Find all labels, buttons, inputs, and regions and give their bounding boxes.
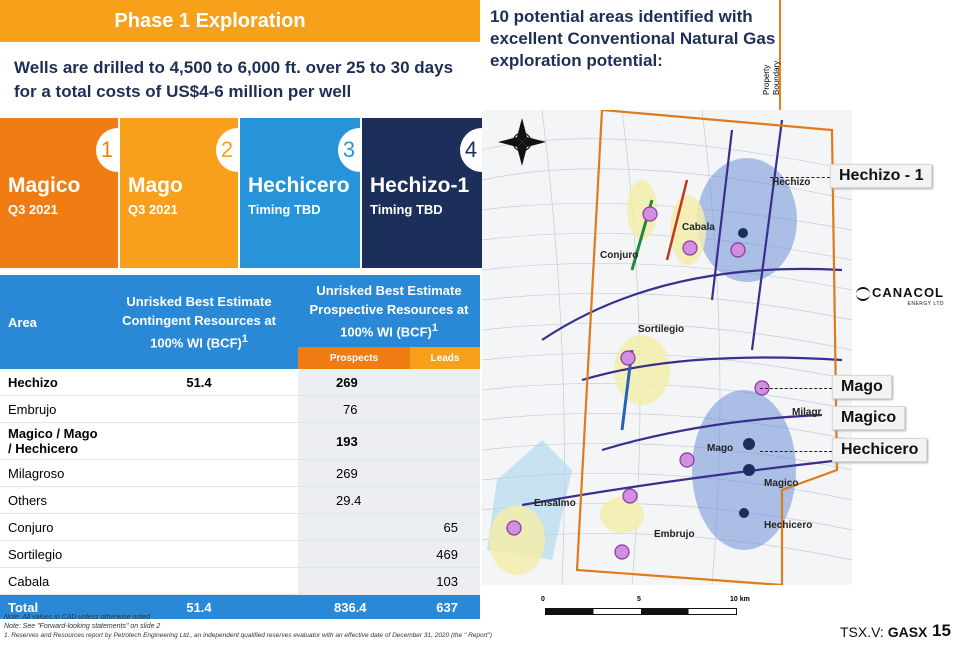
footnotes [4, 613, 492, 640]
ticker-prefix: TSX.V: [840, 624, 888, 640]
total-prospects: 836.4 [298, 595, 410, 620]
contingent-footnote: 1 [241, 333, 248, 345]
well-hechizo-1 [738, 228, 748, 238]
tile-timing: Q3 2021 [8, 202, 58, 217]
row-area: Hechizo [0, 369, 100, 396]
row-leads [410, 487, 480, 514]
prospect-marker [507, 521, 521, 535]
table-header-row [0, 275, 480, 347]
prospect-marker [731, 243, 745, 257]
map-label-milagr: Milagr [792, 407, 822, 418]
phase-banner [0, 0, 480, 42]
table-row [0, 460, 480, 487]
well-hechicero [739, 508, 749, 518]
table-row [0, 487, 480, 514]
tile-name: Hechicero [248, 174, 350, 197]
row-prospects [298, 541, 410, 568]
tile-timing: Q3 2021 [128, 202, 178, 217]
row-area: Milagroso [0, 460, 100, 487]
map-label-magico: Magico [764, 478, 799, 489]
map-label-mago: Mago [707, 443, 734, 454]
prospective-footnote: 1 [431, 322, 438, 334]
contingent-header-text: Unrisked Best Estimate Contingent Resources at 100% WI (BCF) [122, 294, 276, 351]
callout-magico: Magico [832, 406, 905, 430]
ticker-code: GASX [887, 624, 928, 640]
tile-number: 2 [216, 128, 238, 172]
row-contingent: 51.4 [100, 369, 298, 396]
table-row [0, 514, 480, 541]
row-contingent [100, 423, 298, 460]
tile-hechizo-1 [362, 118, 482, 268]
property-boundary-label: Property Boundary [762, 60, 781, 95]
table-row [0, 369, 480, 396]
area-header: Area [8, 314, 37, 330]
row-leads: 103 [410, 568, 480, 595]
row-contingent [100, 396, 298, 423]
row-area: Conjuro [0, 514, 100, 541]
row-area: Magico / Mago / Hechicero [0, 423, 100, 460]
scale-tick: 10 km [730, 596, 750, 603]
map-label-sortilegio: Sortilegio [638, 324, 685, 335]
row-area: Cabala [0, 568, 100, 595]
page-number: 15 [932, 621, 951, 640]
tile-name: Mago [128, 174, 183, 197]
tile-number: 4 [460, 128, 482, 172]
logo-text: CANACOL [872, 285, 944, 300]
row-area: Others [0, 487, 100, 514]
row-contingent [100, 487, 298, 514]
row-prospects [298, 568, 410, 595]
tile-mago [120, 118, 238, 268]
resources-table [0, 275, 480, 619]
canacol-logo [856, 285, 944, 307]
map-label-ensalmo: Ensalmo [534, 498, 576, 509]
prospect-marker [643, 207, 657, 221]
scale-tick: 5 [637, 596, 641, 603]
table-row [0, 541, 480, 568]
prospect-marker [615, 545, 629, 559]
logo-subtext: ENERGY LTD [907, 300, 944, 307]
row-leads: 65 [410, 514, 480, 541]
callout-line [760, 451, 832, 453]
row-contingent [100, 541, 298, 568]
tile-number: 3 [338, 128, 360, 172]
logo-mark-icon [856, 287, 870, 301]
row-prospects: 269 [298, 369, 410, 396]
ticker-symbol [840, 624, 927, 640]
embrujo-lead [600, 497, 644, 533]
map-label-cabala: Cabala [682, 222, 715, 233]
prospective-header [298, 275, 480, 347]
map-label-embrujo: Embrujo [654, 529, 695, 540]
callout-hechizo-1: Hechizo - 1 [830, 164, 932, 188]
map-label-hechicero: Hechicero [764, 520, 813, 531]
scale-tick: 0 [541, 596, 545, 603]
tile-timing: Timing TBD [248, 202, 321, 217]
banner-title: Phase 1 Exploration [114, 10, 306, 32]
tile-number: 1 [96, 128, 118, 172]
note-line: Note: See "Forward-looking statements" on slide 2 [4, 623, 161, 630]
prospect-marker [683, 241, 697, 255]
wells-description: Wells are drilled to 4,500 to 6,000 ft. over 25 to 30 days for a total costs of US$4-6 million per well [14, 58, 454, 101]
tile-hechicero [240, 118, 360, 268]
note-line: 1. Reserves and Resources report by Petrotech Engineering Ltd., an independent qualified reserves evaluator with an effective date of December 31, 2020 (the " Report") [4, 632, 493, 639]
row-contingent [100, 568, 298, 595]
row-prospects [298, 514, 410, 541]
total-leads: 637 [410, 595, 480, 620]
contingent-header [100, 275, 298, 369]
prospective-header-text: Unrisked Best Estimate Prospective Resources at 100% WI (BCF) [309, 283, 469, 340]
tile-name: Magico [8, 174, 81, 197]
row-leads: 469 [410, 541, 480, 568]
table-row [0, 396, 480, 423]
callout-line [770, 177, 830, 179]
map-label-conjuro: Conjuro [600, 250, 639, 261]
well-mago [743, 438, 755, 450]
table-row [0, 423, 480, 460]
scale-bar [545, 608, 737, 615]
tile-timing: Timing TBD [370, 202, 443, 217]
row-leads [410, 396, 480, 423]
prospect-marker [623, 489, 637, 503]
map-label-hechizo: Hechizo [772, 177, 811, 188]
leads-header: Leads [410, 347, 480, 369]
callout-mago: Mago [832, 375, 892, 399]
note-line: Note: All values in CAD unless otherwise noted [4, 614, 151, 621]
tile-name: Hechizo-1 [370, 174, 470, 197]
prospect-marker [621, 351, 635, 365]
row-leads [410, 460, 480, 487]
prospect-marker [680, 453, 694, 467]
tile-magico [0, 118, 118, 268]
prospects-header: Prospects [298, 347, 410, 369]
row-contingent [100, 514, 298, 541]
row-prospects: 29.4 [298, 487, 410, 514]
row-area: Sortilegio [0, 541, 100, 568]
total-contingent: 51.4 [100, 595, 298, 620]
callout-hechicero: Hechicero [832, 438, 927, 462]
row-prospects: 269 [298, 460, 410, 487]
row-contingent [100, 460, 298, 487]
ensalmo-lead [489, 505, 545, 575]
callout-line [760, 388, 832, 390]
row-leads [410, 369, 480, 396]
row-leads [410, 423, 480, 460]
table-row [0, 568, 480, 595]
row-prospects: 193 [298, 423, 410, 460]
well-magico [743, 464, 755, 476]
row-prospects: 76 [298, 396, 410, 423]
areas-heading: 10 potential areas identified with excellent Conventional Natural Gas exploration potential: [490, 7, 776, 70]
total-label: Total [0, 595, 100, 620]
exploration-map [482, 110, 852, 585]
row-area: Embrujo [0, 396, 100, 423]
